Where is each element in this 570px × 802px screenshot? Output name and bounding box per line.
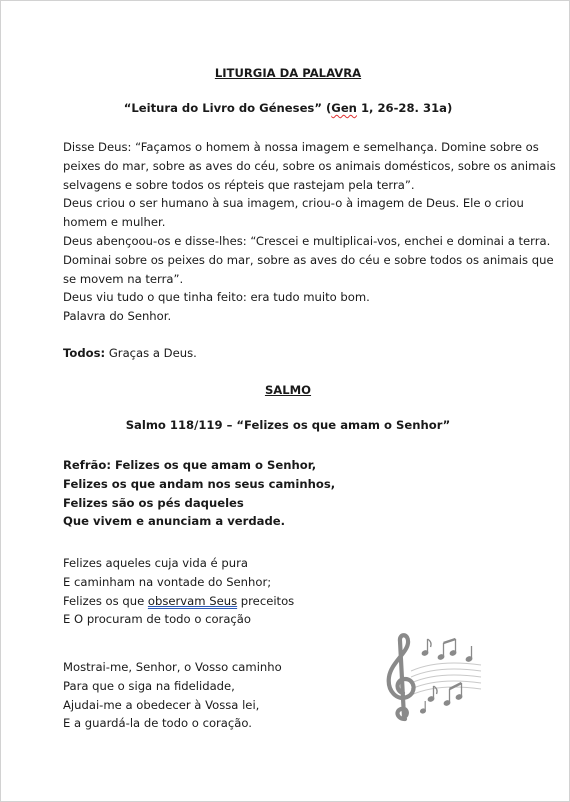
stanza-line: Ajudai-me a obedecer à Vossa lei, (63, 697, 260, 712)
psalm-refrain (63, 456, 513, 531)
stanza-line: Mostrai-me, Senhor, o Vosso caminho (63, 660, 282, 674)
refrain-line: Refrão: Felizes os que amam o Senhor, (63, 458, 317, 472)
reading-line: Deus criou o ser humano à sua imagem, criou-o à imagem de Deus. Ele o criou (63, 196, 524, 211)
reading-line: homem e mulher. (63, 215, 166, 230)
reading-line: selvagens e sobre todos os répteis que rastejam pela terra”. (63, 177, 415, 192)
reading-line: Deus abençoou-os e disse-lhes: “Crescei e multiplicai-vos, enchei e dominai a terra. (63, 233, 551, 248)
document-title: LITURGIA DA PALAVRA (214, 66, 362, 80)
grammar-marked-text: observam Seus (147, 593, 238, 608)
refrain-line: Felizes os que andam nos seus caminhos, (63, 476, 336, 491)
refrain-line: Felizes são os pés daqueles (63, 495, 244, 510)
reading-line: Palavra do Senhor. (63, 309, 172, 324)
response-text: Graças a Deus. (105, 346, 197, 360)
response-label: Todos: (63, 346, 106, 360)
stanza-line: E caminham na vontade do Senhor; (63, 574, 272, 589)
psalm-title: Salmo 118/119 – “Felizes os que amam o Senhor” (125, 418, 451, 432)
stanza-line: E O procuram de todo o coração (63, 612, 252, 627)
stanza-line: E a guardá-la de todo o coração. (63, 716, 252, 731)
reading-line: Disse Deus: “Façamos o homem à nossa imagem e semelhança. Domine sobre os (63, 140, 539, 154)
treble-clef-music-notes-icon (383, 631, 483, 723)
stanza-line: Felizes aqueles cuja vida é pura (63, 556, 248, 570)
refrain-line: Que vivem e anunciam a verdade. (63, 514, 286, 529)
reading-line: peixes do mar, sobre as aves do céu, sobre os animais domésticos, sobre os animais (63, 158, 556, 173)
reading-title: “Leitura do Livro do Géneses” (Gen 1, 26-28. 31a) (123, 101, 453, 115)
stanza-line: Felizes os que observam Seus preceitos (63, 593, 295, 608)
reading-text (63, 138, 556, 326)
reading-line: Dominai sobre os peixes do mar, sobre as aves do céu e sobre todos os animais que (63, 252, 554, 267)
psalm-heading: SALMO (264, 383, 312, 397)
reading-line: Deus viu tudo o que tinha feito: era tudo muito bom. (63, 290, 370, 305)
reading-line: se movem na terra”. (63, 271, 184, 286)
assembly-response (63, 344, 513, 363)
stanza-line: Para que o siga na fidelidade, (63, 678, 235, 693)
psalm-stanza-1 (63, 554, 513, 629)
